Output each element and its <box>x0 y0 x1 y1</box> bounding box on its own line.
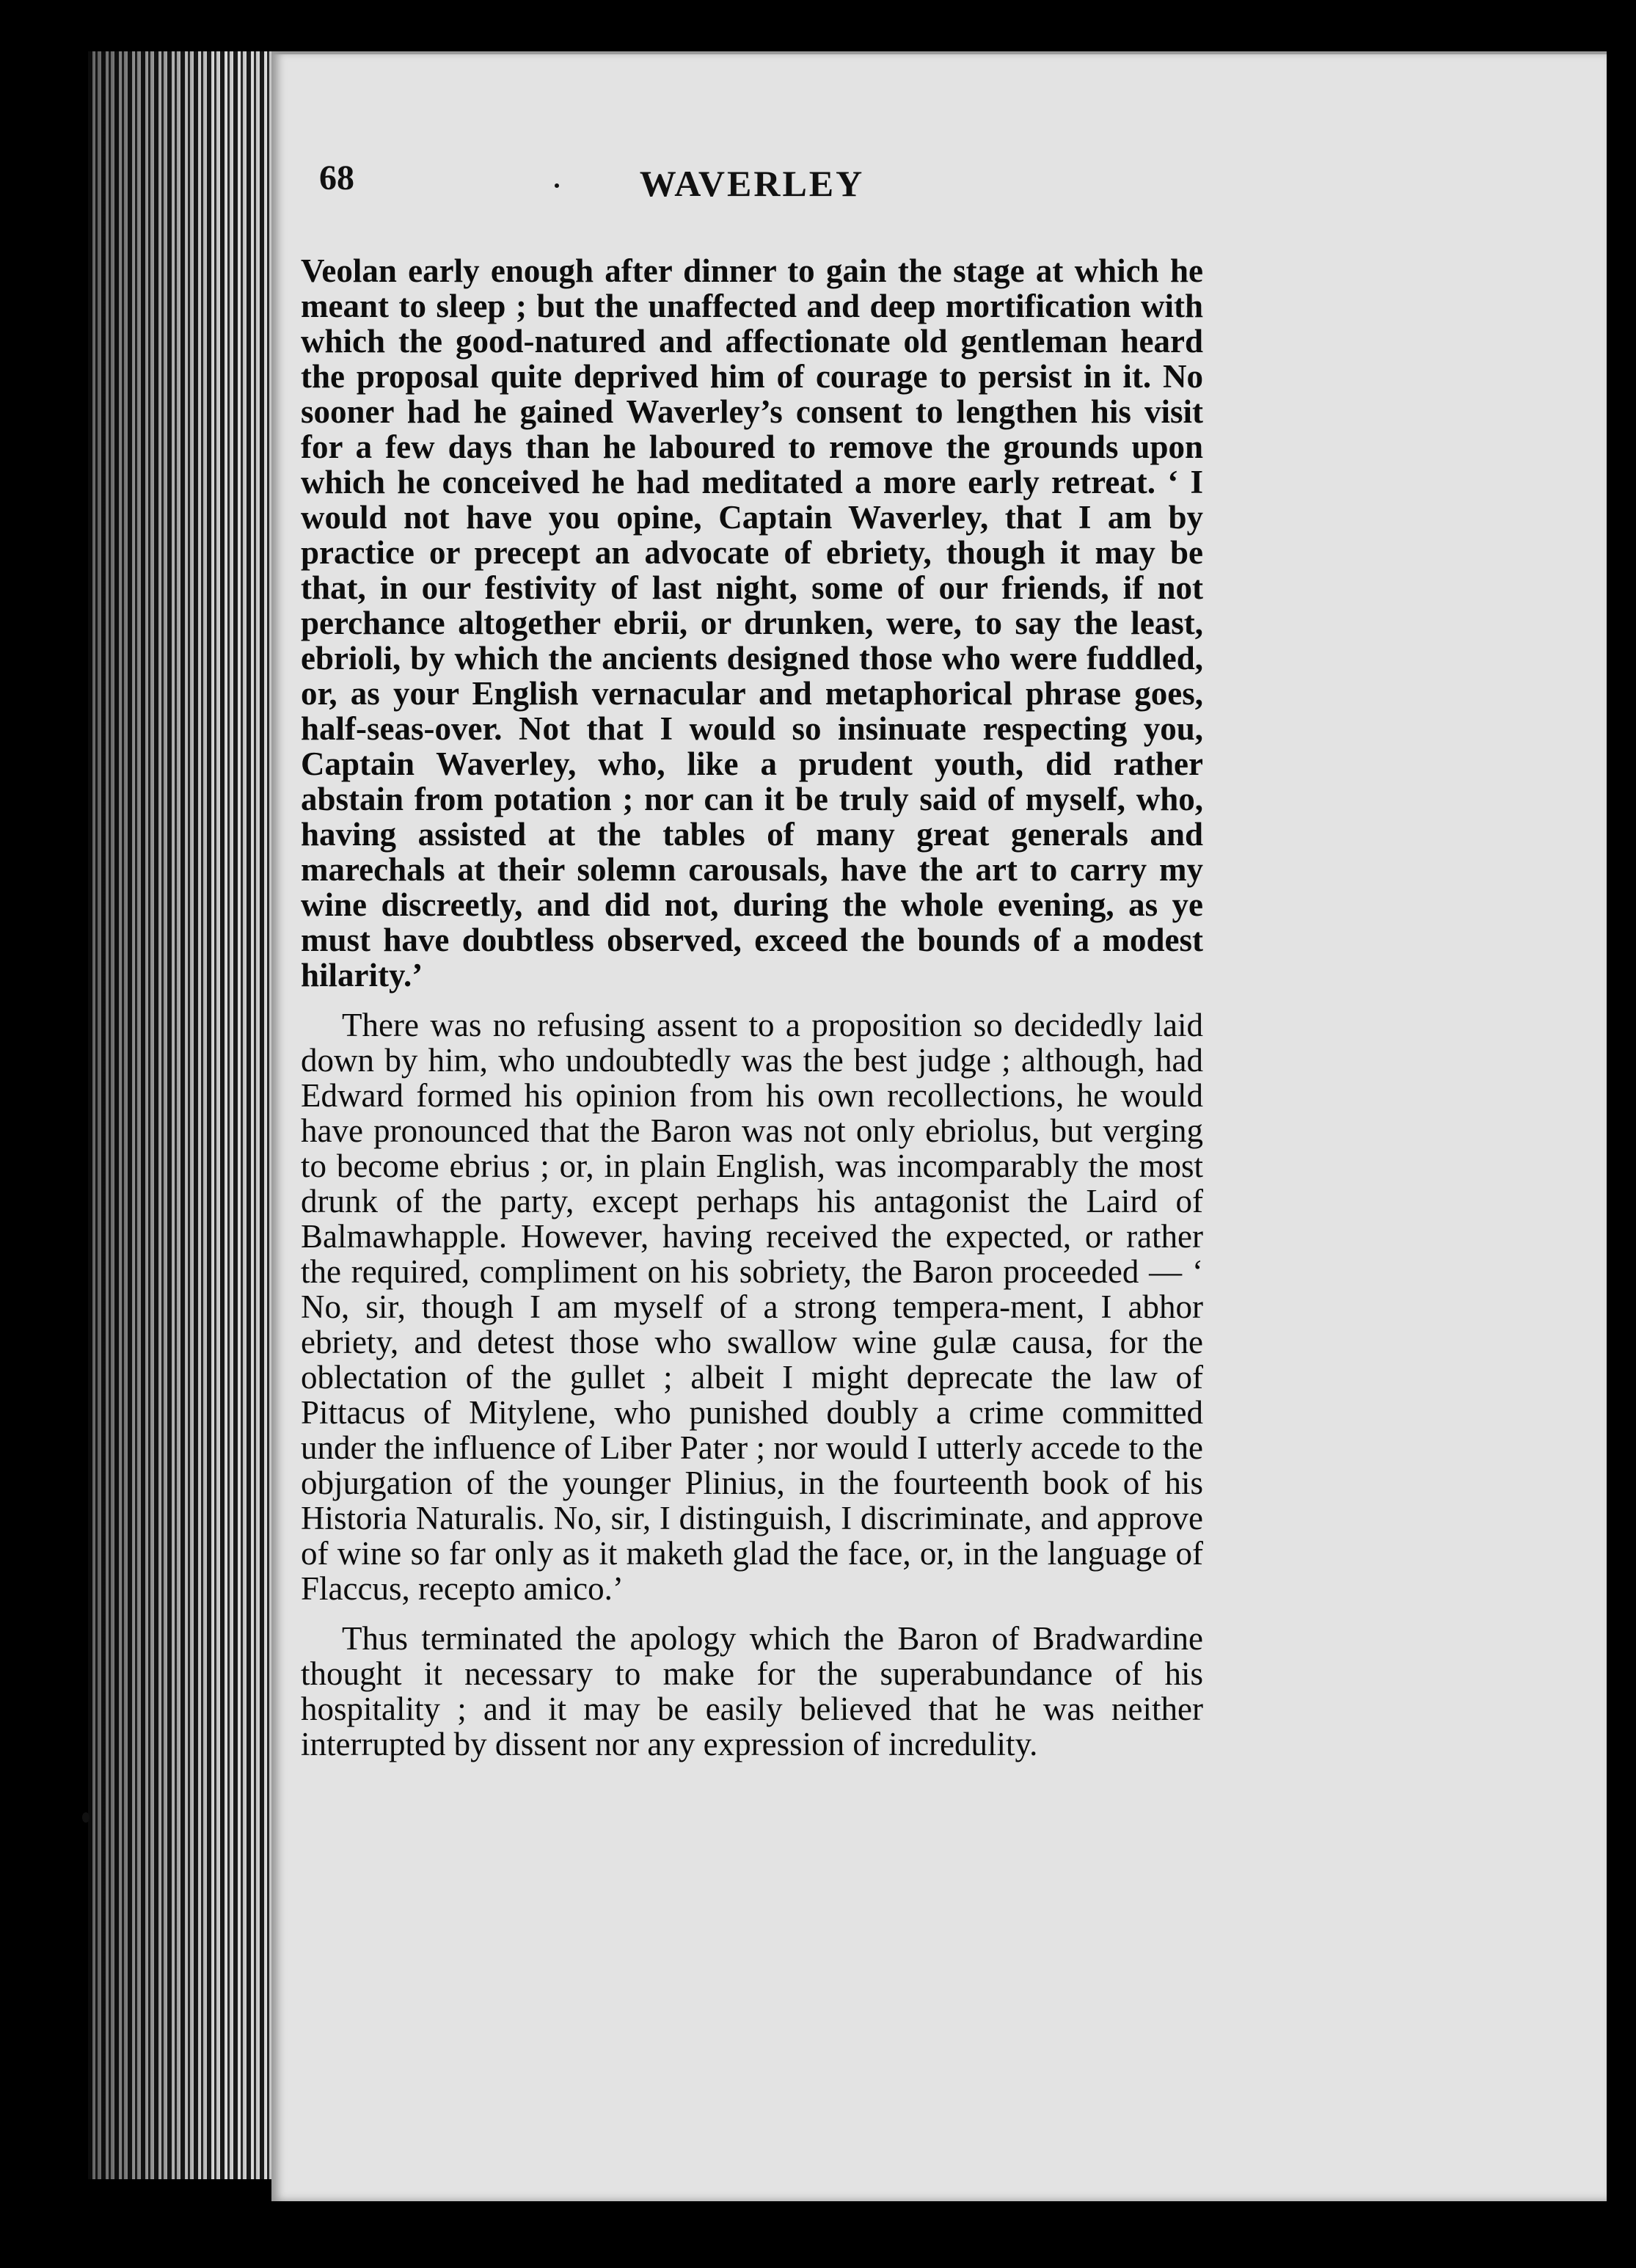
paragraph-3: Thus terminated the apology which the Baron of Bradwardine thought it necessary to make for the superabundance of his hospitality ; and it may be easily believed that he was neither interrupted by dissent nor any expression of incredulity. <box>301 1620 1203 1762</box>
book-edge-shadow <box>88 51 279 2179</box>
page-top-edge <box>271 51 1607 54</box>
ink-speck <box>82 1812 90 1823</box>
page-number: 68 <box>319 158 354 197</box>
paragraph-2: There was no refusing assent to a proposition so decidedly laid down by him, who undoubtedly was the best judge ; although, had Edward formed his opinion from his own recollections, he would have pronounced that the Baron was not only ebriolus, but verging to become ebrius ; or, in plain English, was incomparably the most drunk of the party, except perhaps his antagonist the Laird of Balmawhapple. However, having received the expected, or rather the required, compliment on his sobriety, the Baron proceeded — ‘ No, sir, though I am myself of a strong tempera-ment, I abhor ebriety, and detest those who swallow wine gulæ causa, for the oblectation of the gullet ; albeit I might deprecate the law of Pittacus of Mitylene, who punished doubly a crime committed under the influence of Liber Pater ; nor would I utterly accede to the objurgation of the younger Plinius, in the fourteenth book of his Historia Naturalis. No, sir, I distinguish, I discriminate, and approve of wine so far only as it maketh glad the face, or, in the language of Flaccus, recepto amico.’ <box>301 1007 1203 1607</box>
body-text <box>301 253 1203 1776</box>
paragraph-1: Veolan early enough after dinner to gain the stage at which he meant to sleep ; but the unaffected and deep mortification with which the good-natured and affectionate old gentleman heard the proposal quite deprived him of courage to persist in it. No sooner had he gained Waverley’s consent to lengthen his visit for a few days than he laboured to remove the grounds upon which he conceived he had meditated a more early retreat. ‘ I would not have you opine, Captain Waverley, that I am by practice or precept an advocate of ebriety, though it may be that, in our festivity of last night, some of our friends, if not perchance altogether ebrii, or drunken, were, to say the least, ebrioli, by which the ancients designed those who were fuddled, or, as your English vernacular and metaphorical phrase goes, half-seas-over. Not that I would so insinuate respecting you, Captain Waverley, who, like a prudent youth, did rather abstain from potation ; nor can it be truly said of myself, who, having assisted at the tables of many great generals and marechals at their solemn carousals, have the art to carry my wine discreetly, and did not, during the whole evening, as ye must have doubtless observed, exceed the bounds of a modest hilarity.’ <box>301 252 1203 993</box>
ink-speck <box>555 183 559 188</box>
page-header <box>319 158 1185 216</box>
running-title: WAVERLEY <box>639 163 865 204</box>
